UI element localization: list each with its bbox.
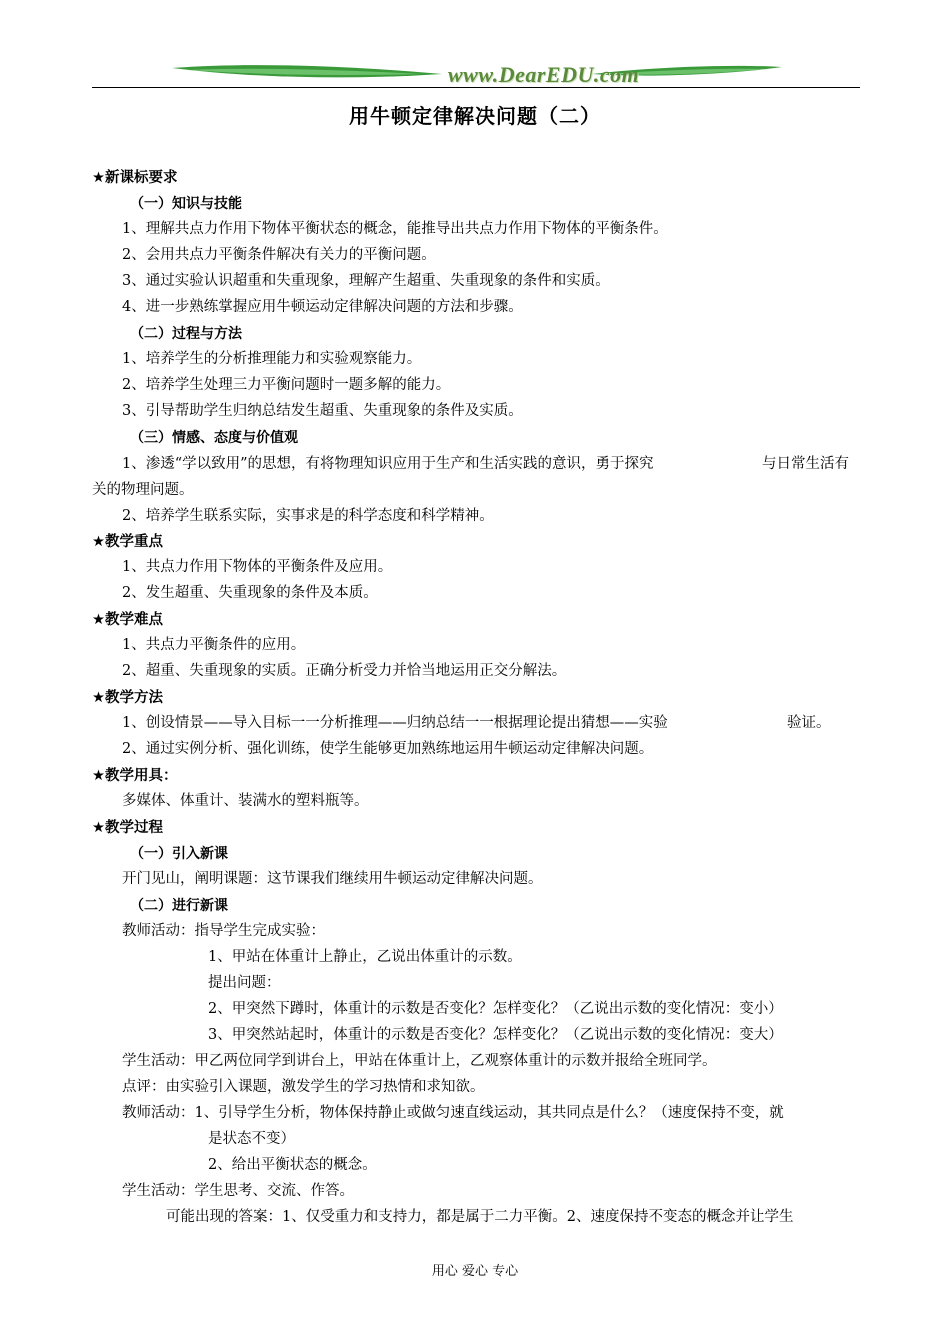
subheading-knowledge: （一）知识与技能 (130, 196, 242, 212)
section-heading-requirements: ★新课标要求 (92, 170, 178, 186)
subheading-new-lesson: （二）进行新课 (130, 898, 228, 914)
list-item: 1、共点力作用下物体的平衡条件及应用。 (122, 559, 393, 575)
section-heading-process: ★教学过程 (92, 820, 163, 836)
list-item: 2、会用共点力平衡条件解决有关力的平衡问题。 (122, 247, 436, 263)
subheading-attitude: （三）情感、态度与价值观 (130, 430, 298, 446)
list-item: 1、理解共点力作用下物体平衡状态的概念，能推导出共点力作用下物体的平衡条件。 (122, 221, 668, 237)
header-divider (92, 87, 860, 88)
paragraph-line: 1、渗透“学以致用”的思想，有将物理知识应用于生产和生活实践的意识，勇于探究 (122, 456, 654, 472)
paragraph-line: 教师活动：1、引导学生分析，物体保持静止或做匀速直线运动，其共同点是什么？（速度保持不变，就 (122, 1105, 784, 1121)
subheading-intro: （一）引入新课 (130, 846, 228, 862)
paragraph-line: 是状态不变） (208, 1131, 295, 1147)
list-item: 2、培养学生处理三力平衡问题时一题多解的能力。 (122, 377, 451, 393)
paragraph-line: 可能出现的答案：1、仅受重力和支持力，都是属于二力平衡。2、速度保持不变态的概念并让学生 (166, 1209, 794, 1225)
page-footer: 用心 爱心 专心 (431, 1264, 519, 1279)
subheading-process: （二）过程与方法 (130, 326, 242, 342)
list-item: 2、培养学生联系实际，实事求是的科学态度和科学精神。 (122, 508, 494, 524)
paragraph-line: 3、甲突然站起时，体重计的示数是否变化？怎样变化？（乙说出示数的变化情况：变大） (208, 1027, 783, 1043)
site-header (92, 58, 860, 90)
section-heading-key-points: ★教学重点 (92, 534, 163, 550)
paragraph-line: 提出问题： (208, 975, 281, 991)
paragraph-line: 与日常生活有 (762, 456, 849, 472)
list-item: 3、通过实验认识超重和失重现象，理解产生超重、失重现象的条件和实质。 (122, 273, 610, 289)
site-logo-text[interactable]: www.DearEDU.com (448, 62, 640, 87)
document-title: 用牛顿定律解决问题（二） (349, 104, 601, 128)
paragraph-line: 学生活动：学生思考、交流、作答。 (122, 1183, 354, 1199)
list-item: 验证。 (787, 715, 831, 731)
list-item: 3、引导帮助学生归纳总结发生超重、失重现象的条件及实质。 (122, 403, 523, 419)
paragraph-line: 多媒体、体重计、装满水的塑料瓶等。 (122, 793, 369, 809)
list-item: 1、共点力平衡条件的应用。 (122, 637, 306, 653)
list-item: 2、发生超重、失重现象的条件及本质。 (122, 585, 378, 601)
list-item: 2、通过实例分析、强化训练，使学生能够更加熟练地运用牛顿运动定律解决问题。 (122, 741, 654, 757)
list-item: 4、进一步熟练掌握应用牛顿运动定律解决问题的方法和步骤。 (122, 299, 523, 315)
list-item: 1、创设情景——导入目标一一分析推理——归纳总结一一根据理论提出猜想——实验 (122, 715, 668, 731)
section-heading-methods: ★教学方法 (92, 690, 163, 706)
section-heading-difficulties: ★教学难点 (92, 612, 163, 628)
list-item: 1、培养学生的分析推理能力和实验观察能力。 (122, 351, 422, 367)
paragraph-line: 教师活动：指导学生完成实验： (122, 923, 325, 939)
list-item: 2、超重、失重现象的实质。正确分析受力并恰当地运用正交分解法。 (122, 663, 567, 679)
section-heading-tools: ★教学用具： (92, 768, 178, 784)
paragraph-line: 关的物理问题。 (92, 482, 194, 498)
paragraph-line: 点评：由实验引入课题，激发学生的学习热情和求知欲。 (122, 1079, 485, 1095)
paragraph-line: 开门见山，阐明课题：这节课我们继续用牛顿运动定律解决问题。 (122, 871, 543, 887)
paragraph-line: 1、甲站在体重计上静止，乙说出体重计的示数。 (208, 949, 522, 965)
paragraph-line: 2、给出平衡状态的概念。 (208, 1157, 377, 1173)
paragraph-line: 学生活动：甲乙两位同学到讲台上，甲站在体重计上，乙观察体重计的示数并报给全班同学。 (122, 1053, 717, 1069)
paragraph-line: 2、甲突然下蹲时，体重计的示数是否变化？怎样变化？（乙说出示数的变化情况：变小） (208, 1001, 783, 1017)
